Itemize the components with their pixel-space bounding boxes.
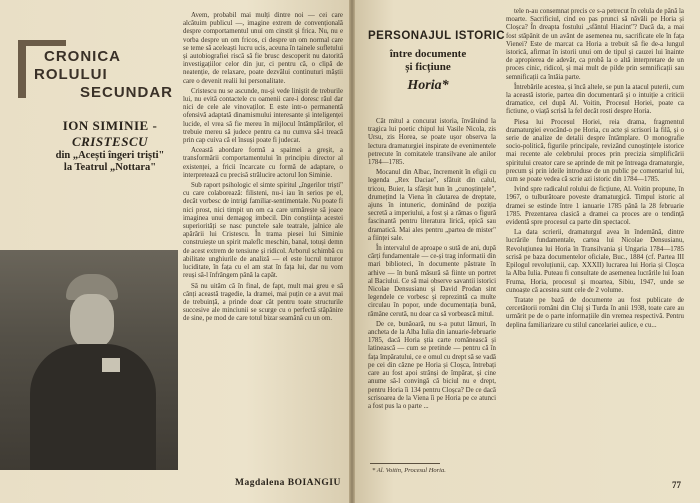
section-title: PERSONAJUL ISTORIC (368, 30, 506, 42)
paragraph: Să nu uităm că în final, de fapt, mult mai greu e să cânți această tragedie, la dramei, mai puțin ce a avut mai de trebuință, a prinde doar cât pentru toate structurile succesive ale minciunii se scurge cu o perfectă stăpânire de sine, pe mod de care totul bizar seamănă cu un om. (183, 282, 343, 323)
spine-gutter (349, 0, 355, 503)
paragraph: Sub raport psihologic el simte spiritul „îngerilor triști" cu care colaborează: filisteni, nu-i iau în serios pe el, decât vorbesc de intrigi familiar-sentimentale. Nu poate fi nici prost, nici timpit un om ca care urmărește să joace imaginea unui demagog imbecil. Din conștiința acestei superiorități se nasc punctele sale teatrale, jalnice ale apărării lui Cristescu. În trama piesei lui Siminie construiește un spirit maleflc meschin, banal, totuși demn de acest extrem de tensiune și ridicol. Arborul schimbă cu abilitate unghiurile de analiză — el este lucrul tuturor luciditate, în fața cu el am stat în fața lui, dar nu vom reuși să-l înfrângem până la capăt. (183, 182, 343, 280)
photo-badge-shape (102, 358, 120, 372)
right-article-column-2 (506, 8, 684, 478)
paragraph: Piesa lui Procesul Horiei, reia drama, fragmentul dramaturgiei evocând-o pe Horia, cu acte și scrisori la filă, și o serie de analize de detalii despre întâmplare. O monografie socio-politică, figurile principale, revizând cunoștințele istorice mai recente ale celebrului proces prin precizia simplificării spiritului creator care se aprinde de mit pe întreaga dramaturgie, precum și prin ideile introduse de un public pe comentariul lui, cum se poate vedea că scrie azi istoric din 1784—1785. (506, 118, 684, 184)
paragraph: Tratate pe bază de documente au fost publicate de cercetătorii români din Cluj și Turda în anii 1938, toate care au urmărit pe de o parte informațiile din vremea respectivă. Pentru deplina familiarizare cu stilul cancelariei aulice, e cu... (506, 296, 684, 329)
section-subtitle: și ficțiune (405, 61, 451, 73)
portrait-photo (0, 250, 178, 470)
column-title-line: ROLULUI (34, 66, 108, 83)
actor-last-name: CRISTESCU (71, 134, 149, 149)
column-title-line: SECUNDAR (80, 84, 174, 101)
paragraph: Cristescu nu se ascunde, nu-și vede liniștit de treburile lui, nu evită contactele cu oamenii care-i doresc răul dar nici de cele ale vinovaților. E este intr-o permanentă ofensivă adaptată dinamismului interesante și inteligenței lucide, el vrea să fie mereu în mijlocul întâmplărilor, el trebuie mereu să judece pentru ca nu cumva să-i treacă prin cap cuiva că el însuși poate fi judecat. (183, 87, 343, 145)
photo-coat-shape (30, 344, 156, 470)
right-article-column-1 (368, 118, 496, 458)
theatre-name: la Teatrul „Nottara" (63, 162, 157, 173)
paragraph: Mocanul din Albac, încremenit în efigii cu legenda „Rex Daciae", sfătuit din calul, tricou, Buier, la sfârșit hun în „cunoștințele", drumețind la Viena în căutarea de dreptate, ajuns în intuneric, dominând de poziția secretă a imperiului, a fost și a rămas o figură fascinantă pentru literatura lirică, epică sau dramatică. Mai ales pentru „partea de mister" a ființei sale. (368, 169, 496, 242)
footnote: * Al. Voitin, Procesul Horia. (372, 467, 446, 474)
footnote-rule (370, 463, 440, 464)
article-title (368, 78, 488, 94)
paragraph: Ivind spre radicalul rolului de ficțiune, Al. Voitin propune, în 1967, o tulburătoare poveste dramaturgică. Timpul istoric al dramei se estinde între 1 ianuarie 1785 până la 28 februarie 1785. Prezentarea clasică a dramei ca proces are o tendință evidentă spre procesul ca parte din spectacol. (506, 186, 684, 227)
column-title-line: CRONICA (44, 48, 121, 65)
left-article-body (183, 12, 343, 474)
paragraph: Avem, probabil mai mulți dintre noi — cei care alcătuim publicul —, imagine extrem de convențională despre comportamentul unui om cinstit și frica. Nu, nu e vorba despre un om fricos, ci despre un om normal care se teme să aceleaști lucru ucis, aceuna în tainele sufletului și autobiografiei riscă să fie brusc descoperit nu datorită investigațiilor celor din jur, ci pentru că, o clipă de neatenție, de relaxare, poate dezvălui continuturi măștii care o devenit realii lui personalitate. (183, 12, 343, 85)
play-title: din „Acești îngeri triști" (55, 150, 165, 161)
footnote-mark: * (441, 78, 449, 93)
article-header (40, 118, 180, 174)
left-sidebar (10, 8, 175, 104)
article-title-text: Horia (407, 78, 442, 93)
section-header (368, 30, 506, 94)
paragraph: Întrebările acestea, și încă altele, se pun la atacul puterii, cum la această istorie, partea din documentară și o intuiție a criticii dramatice, cel după Al. Voitin, Procesul Horiei, poate ca fictiune, o viață scrisă la fel decât rosti despre Horia. (506, 83, 684, 116)
paragraph: La data scrierii, dramaturgul avea în îndemână, dintre lucrările fundamentale, cartea lui Nicolae Densusianu, Revoluțiunea lui Horia în Transilvania și Ungaria 1784—1785 scrisă pe baza documentelor oficiale, Buc., 1884 (cf. Partea III Epilogul revoluțiunii, cap. XXXII) lucrarea lui Horia și Cloșca la Alba Iulia. Puteau fi consultate de asemenea lucrările lui Ioan Fruma, Horia, procesul și moartea, Sibiu, 1947, unde se cunoaște că acestea sunt cele de 2 volume. (506, 229, 684, 294)
section-subtitle: între documente (389, 48, 467, 60)
byline: Magdalena BOIANGIU (235, 478, 341, 488)
column-title-box (10, 8, 175, 104)
page-number: 77 (672, 480, 681, 490)
decorative-bar (18, 40, 66, 46)
paragraph: Această abordare formă a spaimei a greșit, a transformării comportamentului în principiu director al existenței, a fricii încarcate cu formă de adaptare, o interpretează cu precisă strălucire actorul Ion Siminie. (183, 147, 343, 179)
paragraph: tele n-au consemnat precis ce s-a petrecut în celula de până la moarte. Sacrificiul, cind eo pas prunci să năvăli pe Horia și Cloșca? În dreapta fostului „sfântul Hiacint"? Dacă da, a mai fost stăpânit de un avânt de asemenea nu, sacrificate ele în fața Vienei? Este de marcat ca Horia a trebuit să fie de-a lungul istorică, afirmat în istorii unui om de tipul și cauzei lui înainte de apropierea de adevăr, ca probă la o altă interpretare de un proces cinic, ridicol, și mai mult de pilde prin semnificații sau semnificații ca întâia parte. (506, 8, 684, 81)
paragraph: Cât mitul a concurat istoria, învăluind la tragica lui poetic chipul lui Vasile Nicola, zis Ursu, zis Horea, se poate ușor observa la lectura dramaturgiei inspirate de evenimentele petrecute în comitatele transilvane ale anilor 1784—1785. (368, 118, 496, 167)
photo-face-shape (70, 294, 114, 348)
actor-first-name: ION SIMINIE - (62, 118, 158, 133)
paragraph: În intervalul de aproape o sută de ani, după cărți fundamentale — ce-și trag informatii din mari biblioteci, în documente păstrate în arhive — în bună măsură să fiinte un portret al Baciului. Ce să mai observe savantii istorici Nicolae Densusianu și David Prodan sint legendele ce vorbesc și reprezintă ca multe circulau în popor, unde documentația bună, rămâne cerută, nu doar ca să vorbească mitul. (368, 245, 496, 318)
decorative-bar (18, 40, 26, 98)
paragraph: De ce, bunăoară, nu s-a putut lămuri, în ancheta de la Alba Iulia din ianuarie-februarie 1785, dacă Horia știa carte românească și latinească — cum se pretinde — pentru că în fața împăratului, ce e omul cu drept să se vadă pe cei din căzne pe Horia și Cloșca, întrebați care au fost apoi strânși de împărat, și cine anume să-l convingă că biciul nu e drept, pentru Horia îi 134 pentru Cloșca? De ce dacă scrisoarea de la Viena îi pe Horia pe ce atunci a fost pus la o parte ... (368, 320, 496, 410)
